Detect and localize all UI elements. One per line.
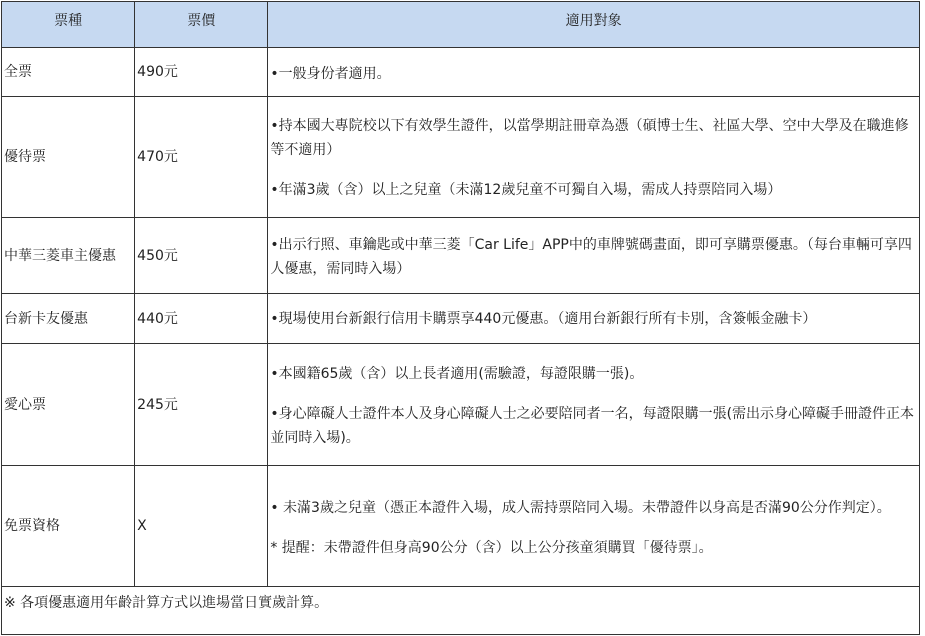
table-row <box>2 344 920 466</box>
eligibility-text: •一般身份者適用。 <box>270 66 391 82</box>
eligibility-cell <box>268 218 920 294</box>
ticket-type-cell: 免票資格 <box>2 466 135 587</box>
ticket-type-cell: 愛心票 <box>2 344 135 466</box>
footnote-text: ※ 各項優惠適用年齡計算方式以進場當日實歲計算。 <box>2 587 920 635</box>
table-row <box>2 466 920 587</box>
eligibility-text: • 未滿3歲之兒童（憑正本證件入場，成人需持票陪同入場。未帶證件以身高是否滿90公分作判定）。 <box>270 499 891 516</box>
header-price: 票價 <box>135 2 268 48</box>
ticket-price-cell: 490元 <box>135 48 268 97</box>
ticket-type-cell: 全票 <box>2 48 135 97</box>
table-row <box>2 48 920 97</box>
ticket-price-cell: 245元 <box>135 344 268 466</box>
ticket-price-cell: 470元 <box>135 97 268 218</box>
ticket-price-cell: 440元 <box>135 294 268 344</box>
eligibility-cell <box>268 294 920 344</box>
header-ticket-type: 票種 <box>2 2 135 48</box>
eligibility-text: •身心障礙人士證件本人及身心障礙人士之必要陪同者一名，每證限購一張(需出示身心障礙手冊證件正本並同時入場)。 <box>270 405 915 446</box>
ticket-type-cell: 台新卡友優惠 <box>2 294 135 344</box>
eligibility-cell <box>268 344 920 466</box>
ticket-type-cell: 優待票 <box>2 97 135 218</box>
eligibility-text: •持本國大專院校以下有效學生證件，以當學期註冊章為憑（碩博士生、社區大學、空中大學及在職進修等不適用） <box>270 117 909 158</box>
ticket-price-table <box>1 1 920 635</box>
table-header-row <box>2 2 920 48</box>
eligibility-cell <box>268 48 920 97</box>
table-row <box>2 97 920 218</box>
eligibility-cell <box>268 97 920 218</box>
eligibility-text: •本國籍65歲（含）以上長者適用(需驗證，每證限購一張)。 <box>270 365 644 382</box>
eligibility-text: •年滿3歲（含）以上之兒童（未滿12歲兒童不可獨自入場，需成人持票陪同入場） <box>270 181 782 198</box>
footnote-row <box>2 587 920 635</box>
ticket-price-cell: 450元 <box>135 218 268 294</box>
ticket-price-cell: X <box>135 466 268 587</box>
eligibility-text: •出示行照、車鑰匙或中華三菱「Car Life」APP中的車牌號碼畫面，即可享購票優惠。（每台車輛可享四人優惠，需同時入場） <box>270 237 912 277</box>
eligibility-text: •現場使用台新銀行信用卡購票享440元優惠。（適用台新銀行所有卡別，含簽帳金融卡） <box>270 310 817 327</box>
table-row <box>2 218 920 294</box>
ticket-type-cell: 中華三菱車主優惠 <box>2 218 135 294</box>
eligibility-cell <box>268 466 920 587</box>
header-eligibility: 適用對象 <box>268 2 920 48</box>
table-row <box>2 294 920 344</box>
eligibility-text: * 提醒：未帶證件但身高90公分（含）以上公分孩童須購買「優待票」。 <box>270 539 713 556</box>
